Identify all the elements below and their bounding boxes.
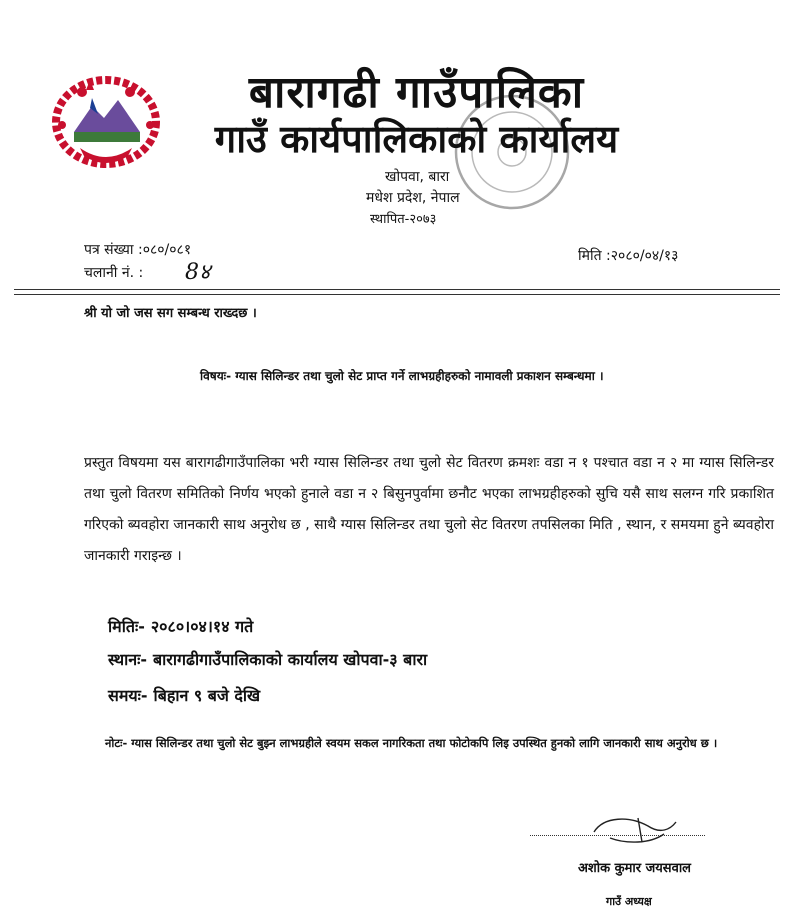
distribution-date-label: मितिः-	[108, 617, 145, 636]
distribution-time	[108, 684, 260, 706]
address-line-2: मधेश प्रदेश, नेपाल	[366, 190, 460, 206]
organization-name: बारागढी गाउँपालिका	[248, 67, 585, 118]
address-line-1: खोपवा, बारा	[385, 169, 450, 185]
note-text: नोटः- ग्यास सिलिन्डर तथा चुलो सेट बुझ्न लाभग्रहीले स्वयम सकल नागरिकता तथा फोटोकपि लिइ उपस्थित हुनको लागि जानकारी साथ अनुरोध छ ।	[105, 736, 718, 750]
reference-number: पत्र संख्या :०८०/०८१	[84, 242, 192, 258]
dispatch-number-label: चलानी नं. :	[84, 265, 144, 281]
distribution-date-value: २०८०।०४।१४ गते	[150, 617, 254, 636]
handwritten-signature-icon	[590, 810, 680, 850]
letter-date: मिति :२०८०/०४/१३	[578, 248, 679, 264]
distribution-date	[108, 615, 253, 637]
distribution-time-label: समयः-	[108, 686, 148, 705]
distribution-place-label: स्थानः-	[108, 650, 148, 669]
distribution-place	[108, 648, 427, 670]
header-divider-secondary	[14, 294, 780, 295]
distribution-time-value: बिहान ९ बजे देखि	[153, 686, 261, 705]
distribution-place-value: बारागढीगाउँपालिकाको कार्यालय खोपवा-३ बारा	[153, 650, 428, 669]
office-name: गाउँ कार्यपालिकाको कार्यालय	[214, 117, 619, 161]
signatory-name: अशोक कुमार जयसवाल	[578, 861, 691, 876]
established-year: स्थापित-२०७३	[370, 212, 437, 227]
subject-line: विषयः- ग्यास सिलिन्डर तथा चुलो सेट प्राप्त गर्ने लाभग्रहीहरुको नामावली प्रकाशन सम्बन्धमा ।	[200, 369, 604, 383]
salutation: श्री यो जो जस सग सम्बन्ध राख्दछ ।	[84, 306, 257, 321]
dispatch-number-value: 8४	[185, 260, 211, 285]
header-divider	[14, 289, 780, 290]
signatory-title: गाउँ अध्यक्ष	[606, 895, 652, 908]
signature-line	[530, 835, 705, 836]
body-paragraph: प्रस्तुत विषयमा यस बारागढीगाउँपालिका भरी ग्यास सिलिन्डर तथा चुलो सेट वितरण क्रमशः वडा न १ पश्चात वडा न २ मा ग्यास सिलिन्डर तथा चुलो वितरण समितिको निर्णय भएको हुनाले वडा न २ बिसुनपुर्वामा छनौट भएका लाभग्रहीहरुको सुचि यसै साथ सलग्न गरि प्रकाशित गरिएको ब्यवहोरा जानकारी साथ अनुरोध छ , साथै ग्यास सिलिन्डर तथा चुलो सेट वितरण तपसिलका मिति , स्थान, र समयमा हुने ब्यवहोरा जानकारी गराइन्छ ।	[84, 455, 774, 564]
